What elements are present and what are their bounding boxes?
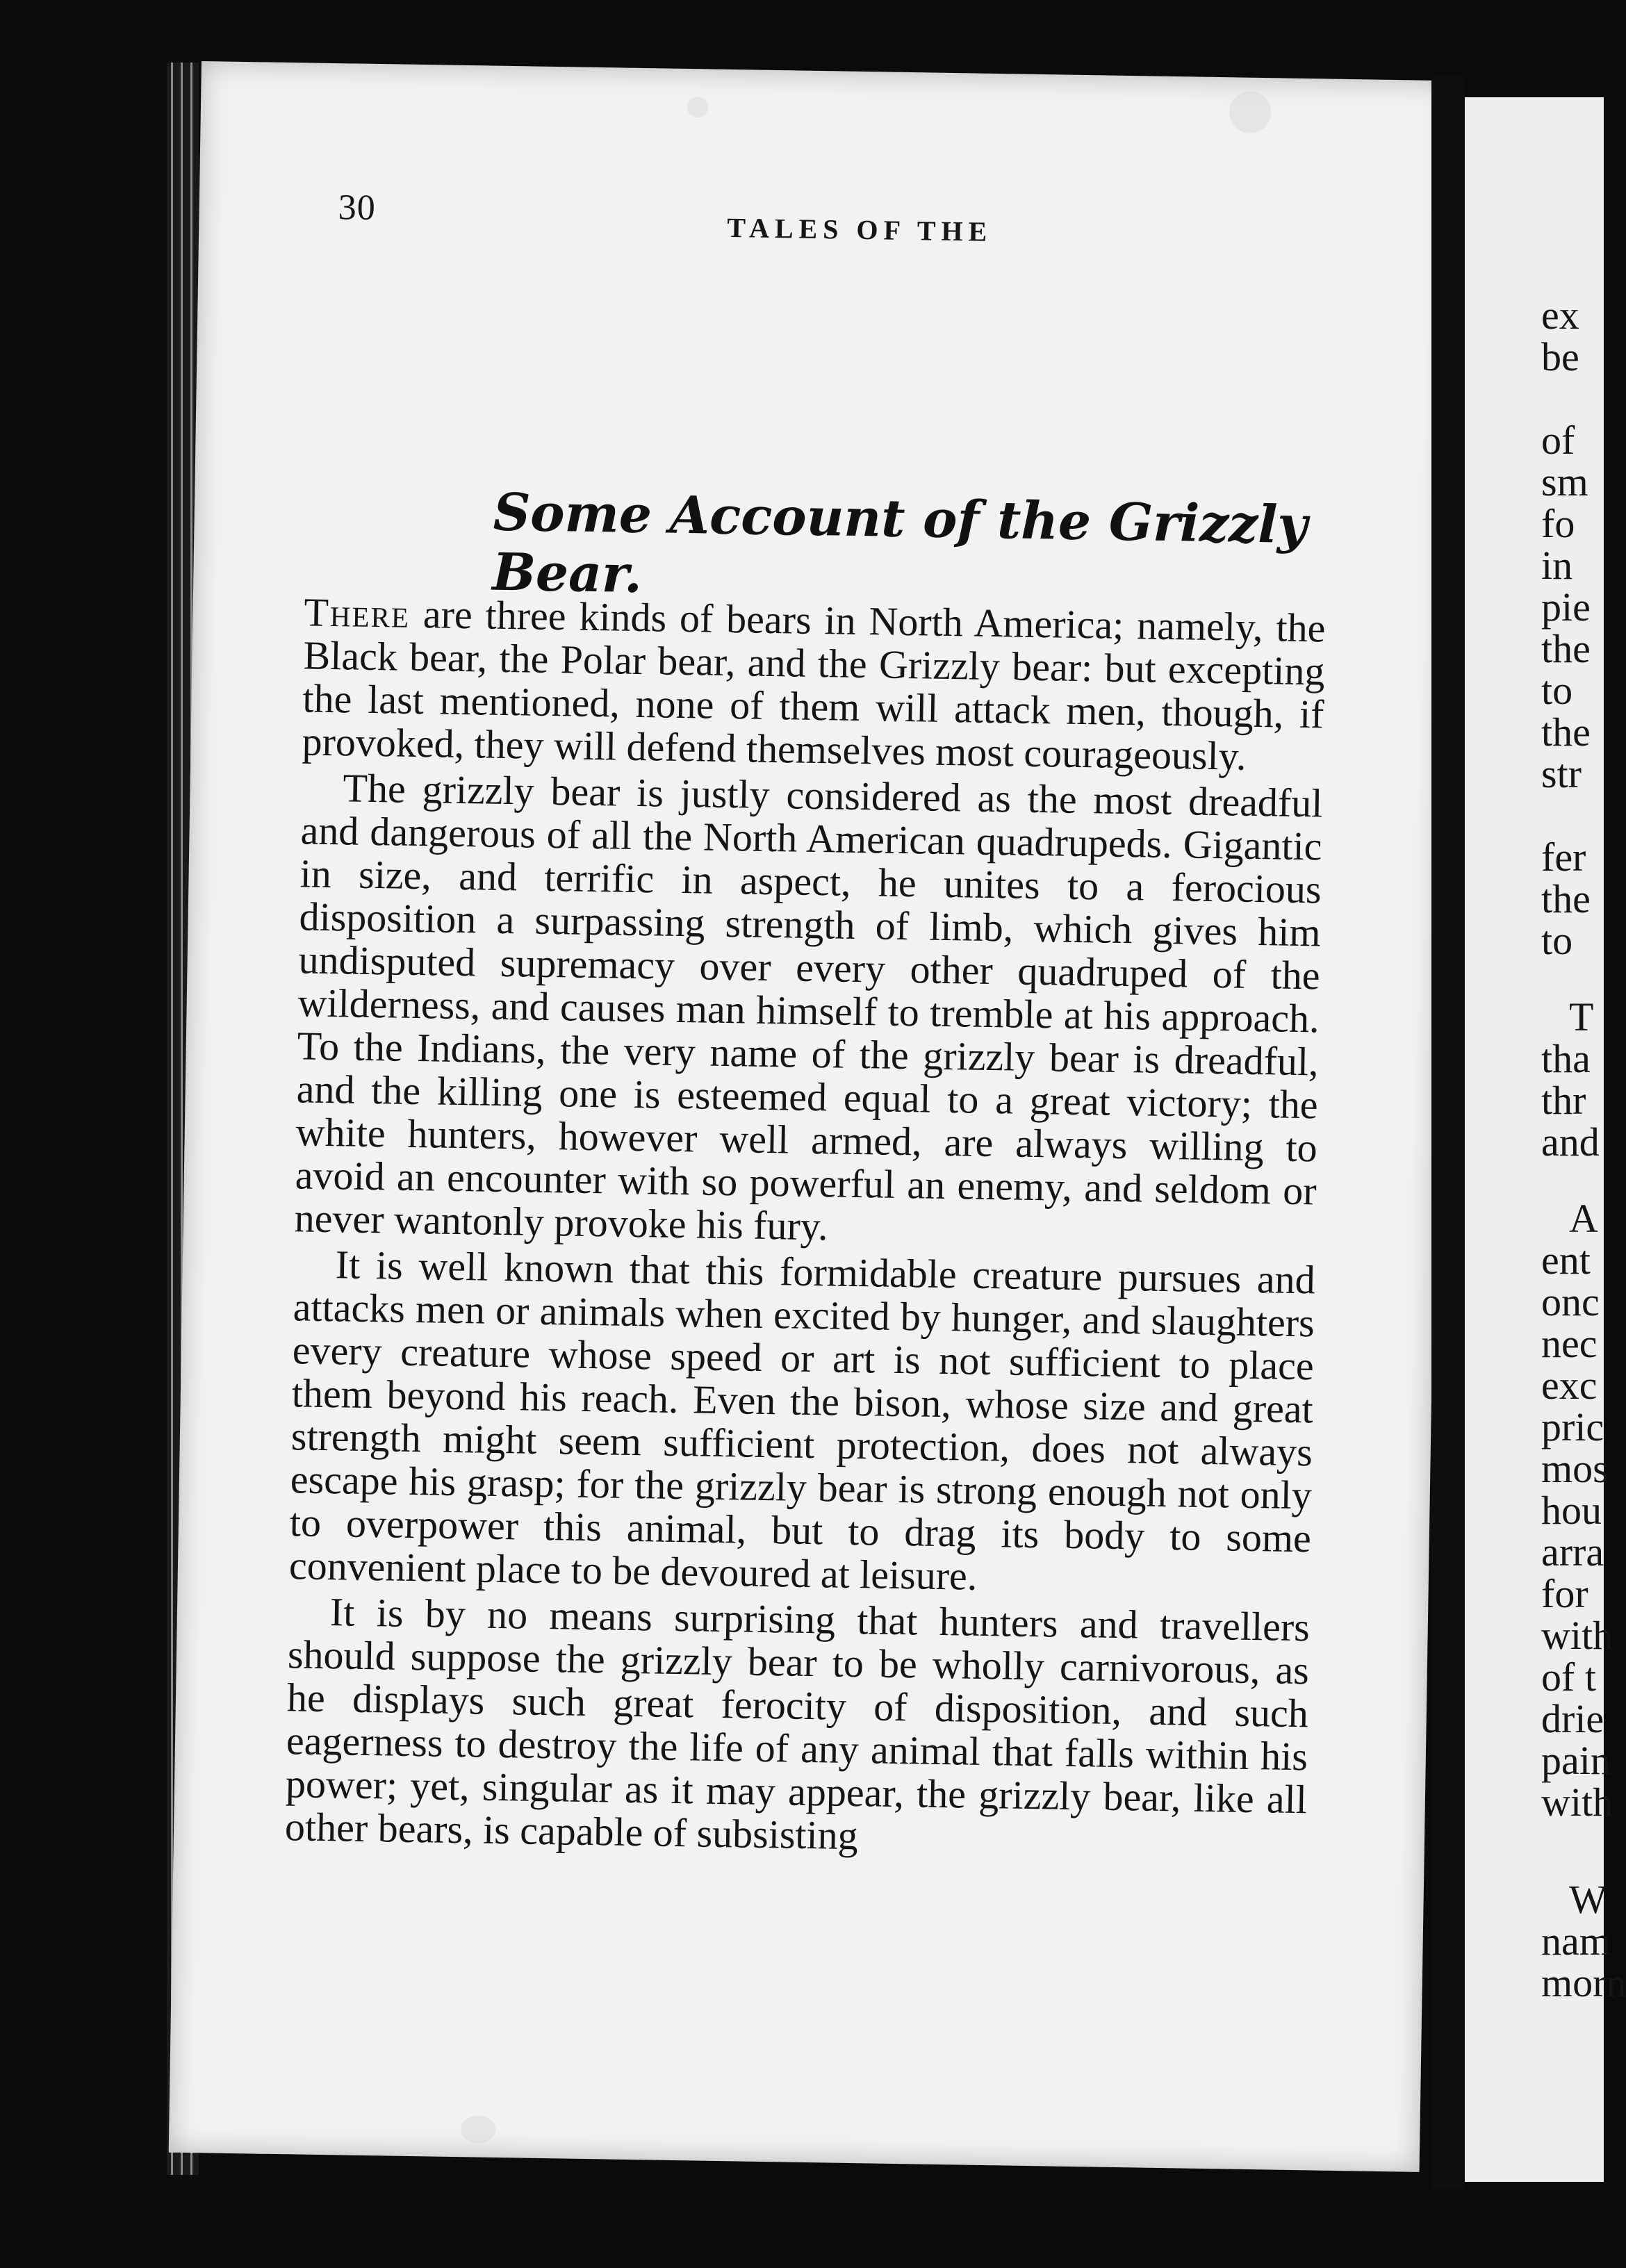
- adjacent-page-text-fragment: pie: [1541, 584, 1591, 630]
- adjacent-page-text-fragment: nam: [1541, 1918, 1611, 1964]
- adjacent-page-text-fragment: onc: [1541, 1279, 1600, 1324]
- paragraph: It is well known that this formidable creature pursues and attacks men or animals when excited by hunger, and slaughters every creature whose speed or art is not sufficient to place them beyond his reach. Even the bison, whose size and great strength might seem sufficient protection, does not always escape his grasp; for the grizzly bear is strong enough not only to overpower this animal, but to drag its body to some convenient place to be devoured at leisure.: [288, 1242, 1316, 1599]
- book-page: [169, 61, 1452, 2172]
- adjacent-page-text-fragment: for: [1541, 1571, 1588, 1616]
- adjacent-page-text-fragment: with: [1541, 1780, 1613, 1825]
- adjacent-page-text-fragment: be: [1541, 334, 1579, 379]
- paper-speck: [1229, 91, 1272, 133]
- adjacent-page-text-fragment: pain: [1541, 1738, 1611, 1783]
- adjacent-page-text-fragment: to: [1541, 668, 1573, 713]
- paragraph-lead-word: There: [304, 589, 411, 636]
- adjacent-page-text-fragment: T: [1569, 994, 1594, 1040]
- adjacent-page-text-fragment: fer: [1541, 835, 1586, 880]
- paragraph-text: are three kinds of bears in North America; namely, the Black bear, the Polar bear, and the Grizzly bear: but excepting the last mentioned, none of them will attack men, though, if provoked, they will defend themselves most courageously.: [302, 591, 1326, 779]
- adjacent-page-text-fragment: A: [1569, 1196, 1598, 1241]
- adjacent-page-text-fragment: hou: [1541, 1488, 1602, 1533]
- adjacent-page-text-fragment: sm: [1541, 459, 1588, 504]
- adjacent-page-text-fragment: arra: [1541, 1529, 1604, 1575]
- adjacent-page-text-fragment: and: [1541, 1119, 1600, 1165]
- adjacent-page-text-fragment: ex: [1541, 293, 1579, 338]
- adjacent-page-text-fragment: thr: [1541, 1078, 1586, 1123]
- body-text: [285, 591, 1326, 1867]
- adjacent-page-text-fragment: pric: [1541, 1404, 1604, 1449]
- adjacent-page-text-fragment: the: [1541, 876, 1591, 921]
- adjacent-page-text-fragment: ent: [1541, 1238, 1591, 1283]
- adjacent-page-text-fragment: nec: [1541, 1321, 1598, 1366]
- paragraph: The grizzly bear is justly considered as the most dreadful and dangerous of all the North American quadrupeds. Gigantic in size, and terrific in aspect, he unites to a ferocious disposition a surpassing strength of limb, which gives him undisputed supremacy over every other quadruped of the wilderness, and causes man himself to tremble at his approach. To the Indians, the very name of the grizzly bear is dreadful, and the killing one is esteemed equal to a great victory; the white hunters, however well armed, are always willing to avoid an encounter with so powerful an enemy, and seldom or never wantonly provoke his fury.: [294, 765, 1323, 1249]
- adjacent-page-text-fragment: the: [1541, 709, 1591, 755]
- adjacent-page-text-fragment: W: [1569, 1877, 1607, 1922]
- adjacent-page-text-fragment: of t: [1541, 1654, 1596, 1700]
- adjacent-page-edge: [1465, 97, 1626, 2182]
- paragraph: It is by no means surprising that hunters and travellers should suppose the grizzly bear to be wholly carnivorous, as he displays such great ferocity of disposition, and such eagerness to destroy the life of any animal that falls within his power; yet, singular as it may appear, the grizzly bear, like all other bears, is capable of subsisting: [284, 1589, 1311, 1859]
- running-head: TALES OF THE: [726, 211, 993, 247]
- adjacent-page-text-fragment: str: [1541, 751, 1582, 796]
- adjacent-page-text-fragment: in: [1541, 543, 1573, 588]
- paper-speck: [687, 97, 708, 117]
- adjacent-page-text-fragment: drie: [1541, 1696, 1604, 1741]
- adjacent-page-text-fragment: of: [1541, 418, 1575, 463]
- adjacent-page-text-fragment: mos: [1541, 1446, 1609, 1491]
- paragraph: [302, 591, 1326, 779]
- adjacent-page-text-fragment: to: [1541, 918, 1573, 963]
- paper-speck: [461, 2115, 496, 2144]
- adjacent-page-text-fragment: the: [1541, 626, 1591, 671]
- adjacent-page-text-fragment: exc: [1541, 1363, 1598, 1408]
- adjacent-page-text-fragment: fo: [1541, 501, 1575, 546]
- chapter-title: Some Account of the Grizzly Bear.: [491, 482, 1308, 605]
- adjacent-page-text-fragment: with: [1541, 1613, 1613, 1658]
- page-number: 30: [338, 188, 377, 228]
- adjacent-page-text-fragment: morn: [1541, 1960, 1626, 2005]
- page-gutter: [1431, 76, 1465, 2189]
- adjacent-page-text-fragment: tha: [1541, 1036, 1591, 1081]
